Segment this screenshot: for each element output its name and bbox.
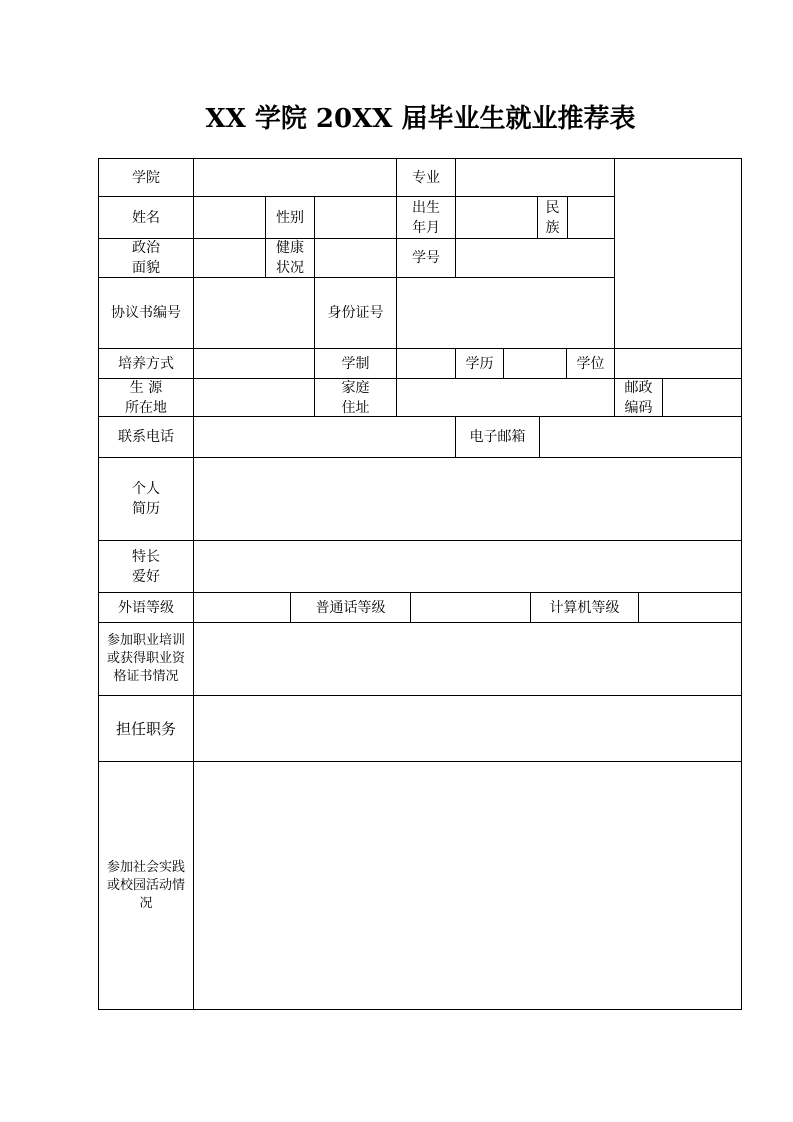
page-title: XX 学院 20XX 届毕业生就业推荐表 — [205, 104, 636, 134]
field-computer-level[interactable] — [639, 593, 741, 622]
field-political-status[interactable] — [194, 239, 265, 277]
label-origin: 生 源 所在地 — [125, 379, 167, 416]
label-student-id: 学号 — [412, 250, 440, 266]
label-resume: 个人 简历 — [132, 481, 160, 517]
label-college: 学院 — [132, 169, 160, 186]
label-duration: 学制 — [341, 355, 370, 372]
label-name: 姓名 — [132, 209, 160, 226]
field-positions[interactable] — [194, 696, 741, 761]
label-activities: 参加社会实践 或校园活动情 况 — [106, 859, 185, 911]
field-home-address[interactable] — [397, 379, 614, 416]
field-health[interactable] — [315, 239, 396, 277]
photo-area — [615, 159, 741, 348]
field-hobbies[interactable] — [194, 541, 741, 592]
label-political-status: 政治 面貌 — [132, 240, 160, 276]
field-birth[interactable] — [456, 197, 537, 238]
field-phone[interactable] — [194, 417, 455, 457]
field-training-mode[interactable] — [194, 349, 314, 378]
label-education: 学历 — [465, 355, 494, 372]
label-gender: 性别 — [276, 209, 304, 226]
label-major: 专业 — [412, 169, 440, 186]
field-id-number[interactable] — [397, 278, 614, 348]
label-certificates: 参加职业培训 或获得职业资 格证书情况 — [106, 633, 185, 684]
field-name[interactable] — [194, 197, 265, 238]
label-postcode: 邮政 编码 — [624, 379, 653, 416]
label-hobbies: 特长 爱好 — [132, 548, 160, 585]
field-degree[interactable] — [615, 349, 741, 378]
label-agreement-number: 协议书编号 — [111, 305, 181, 321]
field-email[interactable] — [540, 417, 741, 457]
field-ethnicity[interactable] — [568, 197, 614, 238]
field-agreement-number[interactable] — [194, 278, 314, 348]
label-birth: 出生 年月 — [412, 199, 440, 236]
field-student-id[interactable] — [456, 239, 614, 277]
label-computer-level: 计算机等级 — [549, 599, 620, 616]
label-training-mode: 培养方式 — [118, 355, 174, 372]
field-mandarin-level[interactable] — [411, 593, 530, 622]
label-degree: 学位 — [576, 355, 605, 372]
field-postcode[interactable] — [663, 379, 741, 416]
field-education[interactable] — [504, 349, 566, 378]
label-positions: 担任职务 — [115, 719, 176, 738]
field-major[interactable] — [456, 159, 614, 196]
field-college[interactable] — [194, 159, 396, 196]
field-resume[interactable] — [194, 458, 741, 540]
label-health: 健康 状况 — [276, 240, 304, 276]
label-foreign-language-level: 外语等级 — [118, 599, 174, 616]
field-origin[interactable] — [194, 379, 314, 416]
label-mandarin-level: 普通话等级 — [315, 599, 386, 616]
field-foreign-language-level[interactable] — [194, 593, 290, 622]
field-certificates[interactable] — [194, 623, 741, 695]
label-id-number: 身份证号 — [327, 305, 384, 321]
field-duration[interactable] — [397, 349, 455, 378]
label-phone: 联系电话 — [118, 429, 174, 445]
label-email: 电子邮箱 — [469, 429, 526, 445]
field-gender[interactable] — [315, 197, 396, 238]
label-ethnicity: 民 族 — [545, 199, 560, 236]
label-home-address: 家庭 住址 — [341, 379, 370, 416]
field-activities[interactable] — [194, 762, 741, 1009]
